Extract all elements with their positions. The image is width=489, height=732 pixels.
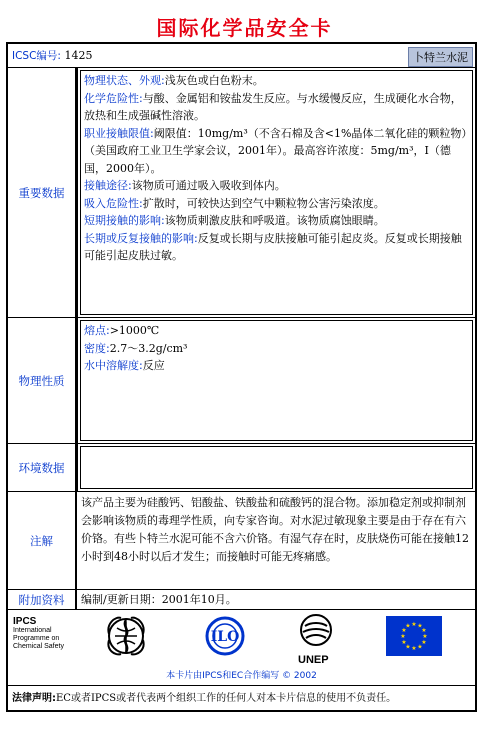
section-label: 附加资料 (8, 590, 76, 609)
icsc-id (12, 48, 92, 63)
section-label: 物理性质 (8, 318, 76, 443)
svg-text:★: ★ (411, 621, 417, 628)
ilo-logo-icon (200, 614, 250, 658)
item-appearance: 物理状态、外观:浅灰色或白色粉末。 (84, 74, 264, 87)
card-title: 国际化学品安全卡 (156, 16, 333, 40)
section-environment (8, 444, 475, 492)
section-notes (8, 492, 475, 590)
physical-content (80, 320, 473, 441)
cooperation-note: 本卡片由IPCS和EC合作编写 © 2002 (166, 671, 317, 681)
item-exposure-limits: 职业接触限值:阈限值：10mg/m³（不含石棉及含<1%晶体二氧化硅的颗粒物）（美国政府工业卫生学家会议，2001年）。最高容许浓度：5mg/m³，I（德国，2000年）。 (84, 126, 467, 175)
item-exposure-route: 接触途径:该物质可通过吸入吸收到体内。 (84, 179, 286, 192)
svg-text:★: ★ (405, 622, 411, 630)
section-label: 重要数据 (8, 68, 76, 317)
section-physical (8, 318, 475, 444)
section-additional (8, 590, 475, 610)
who-logo-icon (103, 614, 149, 658)
section-label: 环境数据 (8, 444, 76, 491)
svg-text:★: ★ (422, 633, 428, 640)
eu-flag-icon (386, 616, 442, 656)
svg-text:★: ★ (411, 645, 417, 652)
notes-content: 该产品主要为硅酸钙、铝酸盐、铁酸盐和硫酸钙的混合物。添加稳定剂或抑制剂会影响该物质的毒理学性质，向专家咨询。对水泥过敏现象主要是由于存在有六价铬。有些卜特兰水泥可能不含六价铬。有湿气存在时，皮肤烧伤可能在接触12小时到48小时以后才发生；而接触时可能无疼痛感。 (81, 496, 469, 563)
svg-text:★: ★ (417, 643, 423, 651)
item-short-term: 短期接触的影响:该物质刺激皮肤和呼吸道。该物质腐蚀眼睛。 (84, 214, 385, 227)
icsc-header-row (8, 44, 475, 68)
item-density: 密度:2.7～3.2g/cm³ (84, 341, 188, 355)
icsc-label: ICSC编号: (12, 50, 61, 62)
svg-text:★: ★ (421, 639, 427, 646)
item-long-term: 长期或反复接触的影响:反复或长期与皮肤接触可能引起皮炎。反复或长期接触可能引起皮肤过敏。 (84, 231, 462, 262)
svg-text:★: ★ (400, 633, 406, 640)
svg-text:ILO: ILO (210, 629, 240, 645)
svg-text:★: ★ (417, 622, 423, 630)
item-inhalation-hazard: 吸入危险性:扩散时，可较快达到空气中颗粒物公害污染浓度。 (84, 196, 385, 210)
section-important (8, 68, 475, 318)
substance-name: 卜特兰水泥 (408, 47, 473, 67)
important-content (80, 70, 473, 315)
item-chemical-hazard: 化学危险性:与酸、金属铝和铵盐发生反应。与水缓慢反应，生成硬化水合物，放热和生成强碱性溶液。 (84, 91, 462, 122)
svg-text:★: ★ (421, 627, 427, 634)
section-label: 注解 (8, 492, 76, 589)
safety-card (6, 42, 477, 712)
legal-label: 法律声明: (12, 693, 56, 704)
additional-content: 编制/更新日期：2001年10月。 (81, 593, 237, 606)
item-melting-point: 熔点:>1000℃ (84, 324, 160, 337)
svg-text:★: ★ (405, 643, 411, 651)
ipcs-logo: IPCS International Programme on Chemical Safety (13, 616, 64, 650)
logo-footer (8, 610, 475, 686)
icsc-number: 1425 (64, 49, 93, 62)
unep-logo-icon (293, 612, 339, 660)
svg-text:★: ★ (401, 627, 407, 634)
item-solubility: 水中溶解度:反应 (84, 359, 165, 372)
legal-row (8, 686, 475, 710)
unep-label: UNEP (298, 654, 329, 666)
environment-content (80, 446, 473, 489)
svg-text:★: ★ (401, 639, 407, 646)
legal-text: EC或者IPCS或者代表两个组织工作的任何人对本卡片信息的使用不负责任。 (56, 693, 397, 704)
